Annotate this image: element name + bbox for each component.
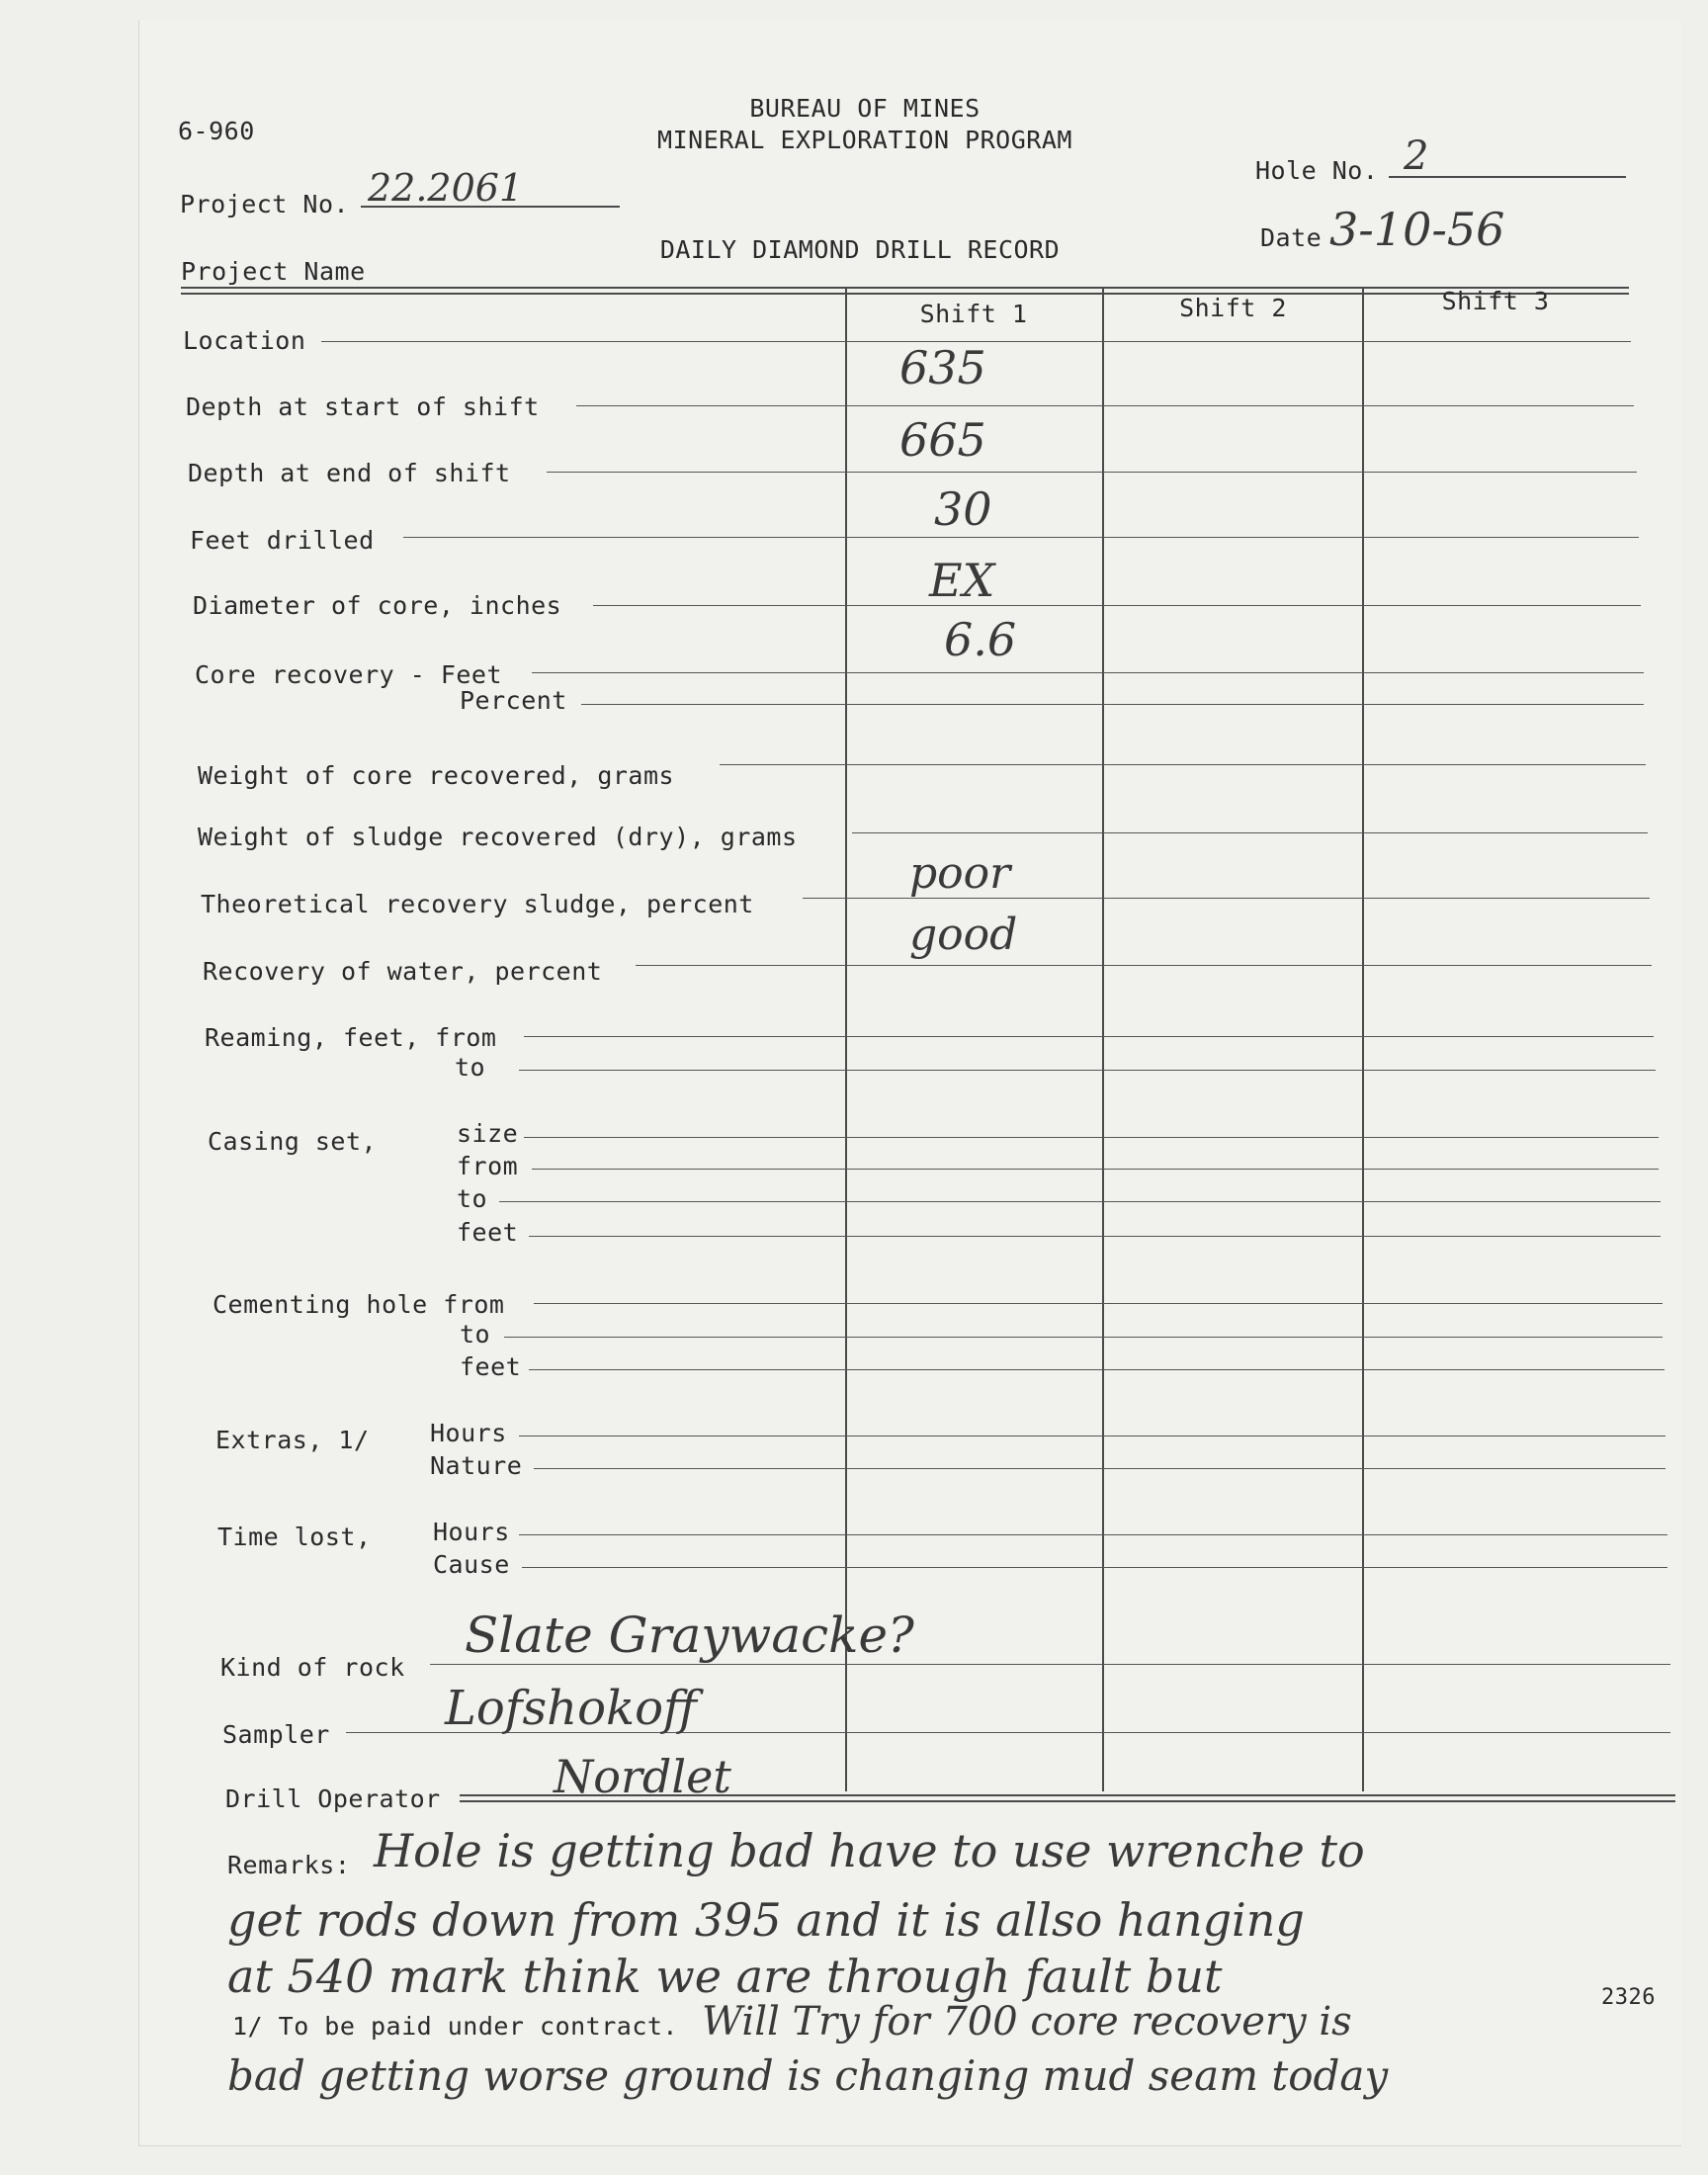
column-header-shift-3: Shift 3 <box>1441 287 1550 315</box>
shift1-depth-end: 665 <box>899 413 986 467</box>
label-cementing: Cementing hole from <box>213 1290 505 1319</box>
label-time-lost-hours: Hours <box>433 1518 510 1546</box>
row-line-depth-start <box>576 405 1634 406</box>
row-line-weight-sludge <box>852 832 1648 833</box>
row-line-cementing-from <box>534 1303 1663 1304</box>
page-number: 2326 <box>1601 1985 1656 2010</box>
row-line-extras-nature <box>534 1468 1665 1469</box>
label-casing: Casing set, <box>208 1127 378 1156</box>
row-line-casing-to <box>499 1201 1661 1202</box>
remarks-line-5: bad getting worse ground is changing mud seam today <box>227 2051 1389 2100</box>
date-label: Date <box>1260 223 1323 252</box>
hole-no-value: 2 <box>1404 133 1429 179</box>
shift1-recovery-water: good <box>909 910 1018 960</box>
label-casing-to: to <box>457 1184 488 1213</box>
row-line-recovery-water <box>636 965 1652 966</box>
label-casing-size: size <box>457 1119 519 1148</box>
label-diameter: Diameter of core, inches <box>193 591 562 620</box>
footnote: 1/ To be paid under contract. <box>232 2012 678 2041</box>
label-weight-sludge: Weight of sludge recovered (dry), grams <box>198 823 798 851</box>
shift1-feet-drilled: 30 <box>934 482 992 536</box>
remarks-line-3: at 540 mark think we are through fault but <box>227 1950 1223 2003</box>
label-feet-drilled: Feet drilled <box>190 526 375 555</box>
label-casing-feet: feet <box>457 1218 519 1247</box>
hole-no-label: Hole No. <box>1255 156 1379 185</box>
agency-title: BUREAU OF MINES <box>749 94 981 123</box>
label-reaming: Reaming, feet, from <box>205 1023 497 1052</box>
project-name-label: Project Name <box>181 257 366 286</box>
program-title: MINERAL EXPLORATION PROGRAM <box>657 126 1072 154</box>
label-time-lost-cause: Cause <box>433 1550 510 1579</box>
label-recovery-water: Recovery of water, percent <box>203 957 603 986</box>
form-title: DAILY DIAMOND DRILL RECORD <box>659 235 1061 264</box>
row-line-core-percent <box>581 704 1644 705</box>
row-line-core-recovery <box>532 672 1644 673</box>
column-header-shift-1: Shift 1 <box>919 300 1028 328</box>
column-header-shift-2: Shift 2 <box>1179 294 1287 322</box>
label-weight-core: Weight of core recovered, grams <box>198 761 675 790</box>
label-casing-from: from <box>457 1152 519 1180</box>
label-extras-nature: Nature <box>430 1451 523 1480</box>
remarks-line-2: get rods down from 395 and it is allso hanging <box>227 1893 1305 1947</box>
project-no-value: 22.2061 <box>368 166 524 210</box>
row-line-feet-drilled <box>403 537 1639 538</box>
drill-operator-value: Nordlet <box>554 1750 731 1803</box>
row-line-casing-from <box>532 1169 1659 1170</box>
row-line-weight-core <box>720 764 1646 765</box>
label-extras-hours: Hours <box>430 1419 507 1447</box>
row-line-time-lost-cause <box>522 1567 1667 1568</box>
row-line-diameter <box>593 605 1641 606</box>
label-kind-of-rock: Kind of rock <box>220 1653 405 1682</box>
remarks-line-4: Will Try for 700 core recovery is <box>702 1999 1352 2044</box>
row-line-cementing-to <box>504 1337 1663 1338</box>
label-cementing-feet: feet <box>460 1352 522 1381</box>
remarks-label: Remarks: <box>227 1851 351 1879</box>
label-location: Location <box>183 326 306 355</box>
shift1-core-recovery-feet: 6.6 <box>944 613 1017 666</box>
label-depth-end: Depth at end of shift <box>188 459 511 487</box>
label-time-lost: Time lost, <box>217 1522 372 1551</box>
row-line-reaming-from <box>524 1036 1654 1037</box>
label-cementing-to: to <box>460 1320 491 1348</box>
row-line-casing-feet <box>529 1236 1661 1237</box>
label-drill-operator: Drill Operator <box>225 1784 441 1813</box>
label-reaming-to: to <box>455 1053 486 1082</box>
column-divider-3 <box>1362 289 1364 1791</box>
label-depth-start: Depth at start of shift <box>186 392 540 421</box>
shift1-diameter: EX <box>929 554 995 607</box>
row-line-kind-of-rock <box>430 1664 1670 1665</box>
row-line-time-lost-hours <box>519 1534 1667 1535</box>
project-no-label: Project No. <box>180 190 350 218</box>
label-core-recovery-percent: Percent <box>460 686 567 715</box>
row-line-depth-end <box>547 472 1637 473</box>
form-number: 6-960 <box>178 117 255 145</box>
label-sampler: Sampler <box>222 1720 330 1749</box>
shift1-theoretical-recovery: poor <box>909 848 1011 899</box>
column-divider-2 <box>1102 289 1104 1791</box>
column-divider-1 <box>845 289 847 1791</box>
label-core-recovery: Core recovery - Feet <box>195 660 503 689</box>
remarks-line-1: Hole is getting bad have to use wrenche to <box>374 1824 1365 1877</box>
date-value: 3-10-56 <box>1329 203 1505 256</box>
label-theoretical-recovery: Theoretical recovery sludge, percent <box>201 890 754 918</box>
row-line-reaming-to <box>519 1070 1656 1071</box>
row-line-casing-size <box>524 1137 1659 1138</box>
shift1-depth-start: 635 <box>899 341 986 394</box>
row-line-cementing-feet <box>529 1369 1665 1370</box>
kind-of-rock-value: Slate Graywacke? <box>465 1607 914 1664</box>
sampler-value: Lofshokoff <box>445 1681 697 1736</box>
label-extras: Extras, 1/ <box>215 1426 370 1454</box>
